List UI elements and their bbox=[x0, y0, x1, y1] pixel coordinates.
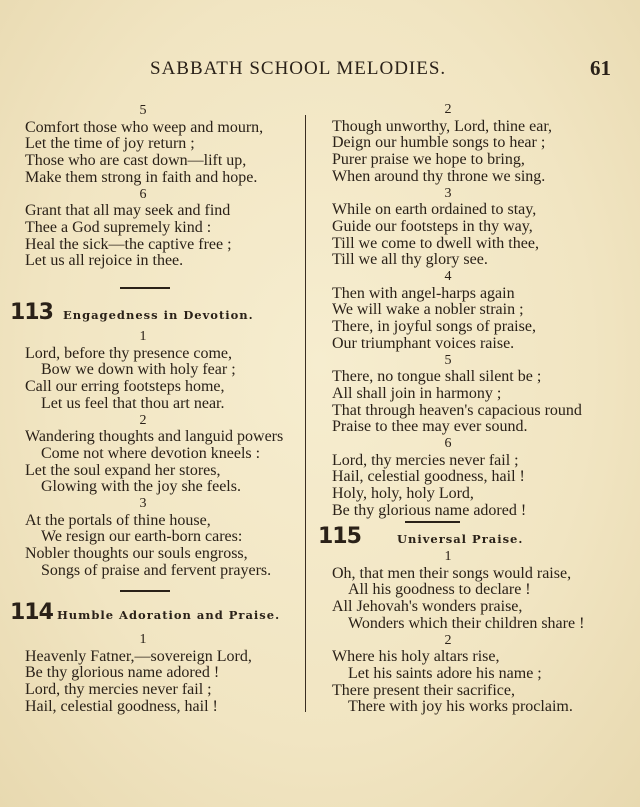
hymn-115-text bbox=[332, 549, 585, 716]
hymn-number: 115 bbox=[318, 524, 361, 549]
hymn-title: Engagedness in Devotion. bbox=[62, 308, 254, 322]
verse-line: Grant that all may seek and find bbox=[25, 202, 231, 220]
stanza-number: 1 bbox=[139, 632, 147, 647]
verse-line: Come not where devotion kneels : bbox=[41, 444, 261, 462]
stanza-number: 6 bbox=[444, 436, 452, 452]
hymn-number: 113 bbox=[10, 300, 53, 325]
verse-line: Hail, celestial goodness, hail ! bbox=[332, 468, 525, 486]
verse-line: All his goodness to declare ! bbox=[348, 581, 531, 599]
verse-line: At the portals of thine house, bbox=[25, 511, 211, 529]
verse-line: That through heaven's capacious round bbox=[332, 401, 582, 419]
verse-line: Let the time of joy return ; bbox=[25, 135, 195, 153]
verse-line: Be thy glorious name adored ! bbox=[25, 664, 220, 682]
column-divider bbox=[305, 115, 306, 712]
verse-line: Deign our humble songs to hear ; bbox=[332, 134, 546, 152]
verse-line: There present their sacrifice, bbox=[332, 681, 516, 699]
verse-line: Be thy glorious name adored ! bbox=[332, 501, 527, 519]
verse-line: There, no tongue shall silent be ; bbox=[332, 368, 542, 386]
verse-line: Bow we down with holy fear ; bbox=[41, 361, 236, 379]
page-number: 61 bbox=[590, 56, 611, 80]
stanza-number: 1 bbox=[444, 549, 452, 564]
hymn-title: Universal Praise. bbox=[396, 532, 524, 546]
verse-line: We resign our earth-born cares: bbox=[41, 528, 243, 546]
verse-line: Till we come to dwell with thee, bbox=[332, 234, 539, 252]
section-rule bbox=[120, 590, 170, 592]
verse-line: Then with angel-harps again bbox=[332, 284, 515, 302]
section-rule bbox=[405, 521, 460, 523]
verse-line: Thee a God supremely kind : bbox=[25, 218, 212, 236]
verse-line: Guide our footsteps in thy way, bbox=[332, 217, 533, 235]
hymn-title: Humble Adoration and Praise. bbox=[56, 608, 281, 622]
stanza-number: 3 bbox=[444, 185, 452, 201]
hymn-heading-113 bbox=[10, 300, 254, 325]
verse-line: Nobler thoughts our souls engross, bbox=[25, 545, 248, 563]
verse-line: There with joy his works proclaim. bbox=[348, 698, 573, 716]
verse-line: Till we all thy glory see. bbox=[332, 251, 488, 269]
hymn-number: 114 bbox=[10, 600, 53, 625]
verse-line: Where his holy altars rise, bbox=[332, 648, 500, 666]
verse-line: Heal the sick—the captive free ; bbox=[25, 235, 232, 253]
verse-line: Lord, before thy presence come, bbox=[25, 344, 233, 362]
verse-line: Let us feel that thou art near. bbox=[41, 394, 225, 412]
section-rule bbox=[120, 287, 170, 289]
stanza-number: 4 bbox=[444, 269, 452, 285]
stanza-number: 2 bbox=[139, 412, 147, 428]
verse-line: Let us all rejoice in thee. bbox=[25, 252, 184, 270]
stanza-number: 1 bbox=[139, 329, 147, 344]
verse-line: Comfort those who weep and mourn, bbox=[25, 118, 264, 136]
verse-line: Though unworthy, Lord, thine ear, bbox=[332, 117, 553, 135]
verse-line: Purer praise we hope to bring, bbox=[332, 151, 525, 169]
verse-line: Lord, thy mercies never fail ; bbox=[25, 681, 212, 699]
verse-line: There, in joyful songs of praise, bbox=[332, 318, 536, 336]
verse-line: Glowing with the joy she feels. bbox=[41, 478, 241, 496]
verse-line: Heavenly Fatner,—sovereign Lord, bbox=[25, 647, 252, 665]
verse-line: All shall join in harmony ; bbox=[332, 384, 502, 402]
verse-line: Hail, celestial goodness, hail ! bbox=[25, 697, 218, 715]
verse-line: Wonders which their children share ! bbox=[348, 614, 585, 632]
hymn-heading-114 bbox=[10, 600, 280, 625]
verse-line: When around thy throne we sing. bbox=[332, 167, 546, 185]
verse-line: Let his saints adore his name ; bbox=[348, 664, 542, 682]
verse-line: Make them strong in faith and hope. bbox=[25, 168, 258, 186]
verse-line: We will wake a nobler strain ; bbox=[332, 301, 524, 319]
verse-line: Lord, thy mercies never fail ; bbox=[332, 451, 519, 469]
hymn-114-continued bbox=[332, 102, 582, 520]
stanza-number: 5 bbox=[139, 103, 147, 118]
stanza-number: 6 bbox=[139, 186, 147, 202]
stanza-number: 5 bbox=[444, 352, 452, 368]
hymn-112-continuation bbox=[25, 103, 264, 270]
verse-line: Oh, that men their songs would raise, bbox=[332, 564, 572, 582]
verse-line: Holy, holy, holy Lord, bbox=[332, 485, 474, 503]
verse-line: Call our erring footsteps home, bbox=[25, 378, 225, 396]
verse-line: While on earth ordained to stay, bbox=[332, 201, 537, 219]
stanza-number: 3 bbox=[139, 496, 147, 512]
verse-line: Let the soul expand her stores, bbox=[25, 461, 221, 479]
stanza-number: 2 bbox=[444, 102, 452, 117]
verse-line: Praise to thee may ever sound. bbox=[332, 418, 528, 436]
verse-line: Our triumphant voices raise. bbox=[332, 334, 515, 352]
verse-line: Those who are cast down—lift up, bbox=[25, 152, 247, 170]
verse-line: Songs of praise and fervent prayers. bbox=[41, 561, 272, 579]
running-header: SABBATH SCHOOL MELODIES. bbox=[150, 58, 447, 79]
stanza-number: 2 bbox=[444, 632, 452, 648]
hymn-113-text bbox=[25, 329, 284, 580]
hymn-heading-115 bbox=[318, 524, 523, 549]
verse-line: All Jehovah's wonders praise, bbox=[332, 598, 523, 616]
hymn-114-text bbox=[25, 632, 261, 716]
verse-line: Wandering thoughts and languid powers bbox=[25, 428, 284, 446]
